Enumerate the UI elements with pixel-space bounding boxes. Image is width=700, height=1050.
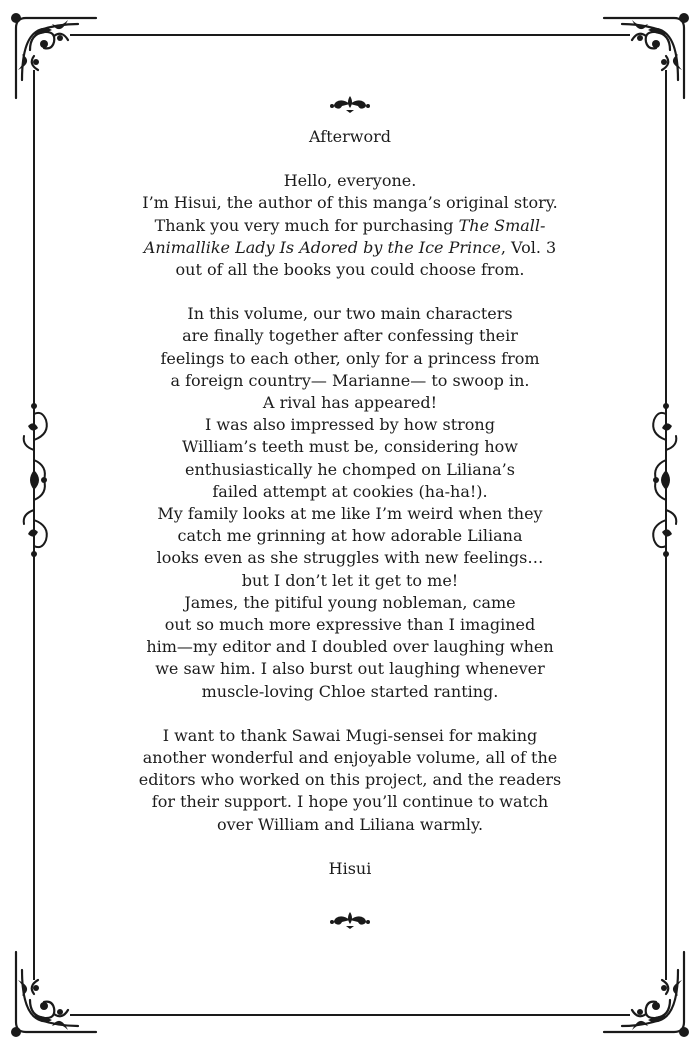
- text-line: I want to thank Sawai Mugi-sensei for making: [162, 725, 538, 745]
- text-line: My family looks at me like I’m weird when they: [157, 504, 543, 524]
- text-line: I was also impressed by how strong: [205, 415, 495, 435]
- side-flourish-icon: [646, 400, 686, 560]
- corner-flourish-icon: [8, 10, 100, 102]
- text-line: are finally together after confessing their: [182, 326, 518, 346]
- text-line: Hello, everyone.: [283, 171, 417, 191]
- side-flourish-icon: [14, 400, 54, 560]
- frame-bottom-rule: [70, 1014, 630, 1016]
- author-signature: Hisui: [328, 858, 372, 878]
- text-line: [90, 215, 610, 237]
- fleuron-icon: [328, 94, 372, 114]
- text-line: I’m Hisui, the author of this manga’s original story.: [142, 193, 558, 213]
- text-line: muscle-loving Chloe started ranting.: [201, 681, 499, 701]
- text-line: William’s teeth must be, considering how: [182, 437, 518, 457]
- text-line: a foreign country— Marianne— to swoop in.: [170, 370, 530, 390]
- text-line: catch me grinning at how adorable Liliana: [177, 526, 523, 546]
- text-line: James, the pitiful young nobleman, came: [184, 592, 516, 612]
- text-line: In this volume, our two main characters: [187, 304, 513, 324]
- book-title-part: Animallike Lady Is Adored by the Ice Prince: [143, 237, 501, 257]
- text-line: but I don’t let it get to me!: [241, 570, 459, 590]
- afterword-text: [90, 126, 610, 880]
- text-line: [90, 237, 610, 259]
- text-line: looks even as she struggles with new feelings…: [156, 548, 544, 568]
- text-line: editors who worked on this project, and the readers: [138, 770, 562, 790]
- text-line: A rival has appeared!: [262, 393, 438, 413]
- text-line: out so much more expressive than I imagined: [164, 615, 536, 635]
- text-line: feelings to each other, only for a princess from: [160, 348, 540, 368]
- thanks-paragraph: [90, 725, 610, 836]
- corner-flourish-icon: [600, 948, 692, 1040]
- corner-flourish-icon: [8, 948, 100, 1040]
- greeting-paragraph: [90, 170, 610, 281]
- text-segment: Thank you very much for purchasing: [154, 215, 459, 235]
- frame-top-rule: [70, 34, 630, 36]
- text-line: enthusiastically he chomped on Liliana’s: [185, 459, 515, 479]
- book-title-part: The Small-: [458, 215, 546, 235]
- text-line: out of all the books you could choose from.: [175, 260, 525, 280]
- text-line: we saw him. I also burst out laughing whenever: [155, 659, 545, 679]
- volume-paragraph: [90, 303, 610, 703]
- text-segment: , Vol. 3: [500, 237, 557, 257]
- fleuron-icon: [328, 910, 372, 930]
- text-line: for their support. I hope you’ll continue to watch: [151, 792, 549, 812]
- text-line: him—my editor and I doubled over laughing when: [146, 637, 554, 657]
- text-line: failed attempt at cookies (ha-ha!).: [212, 481, 488, 501]
- text-line: over William and Liliana warmly.: [216, 814, 484, 834]
- text-line: another wonderful and enjoyable volume, all of the: [142, 748, 558, 768]
- corner-flourish-icon: [600, 10, 692, 102]
- afterword-title: Afterword: [309, 127, 391, 146]
